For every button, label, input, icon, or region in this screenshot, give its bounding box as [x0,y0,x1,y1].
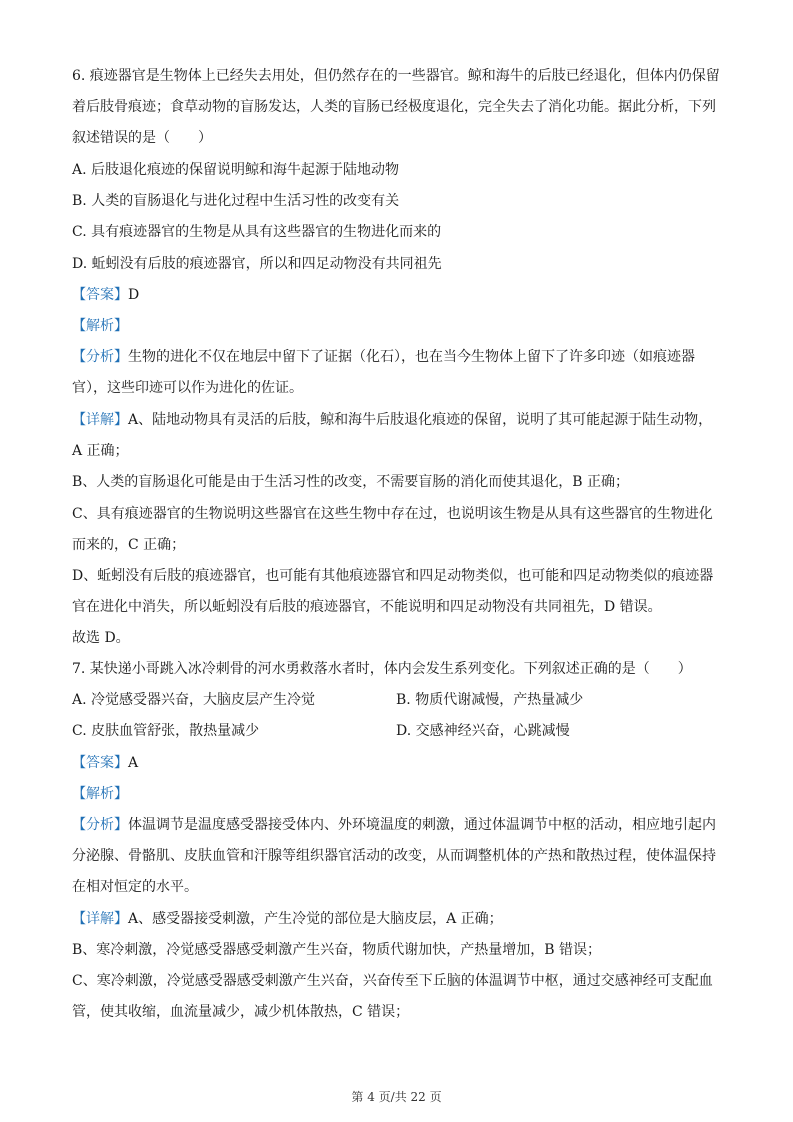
q6-stem-line-3: 叙述错误的是（ ） [72,130,212,146]
q7-option-d: D. 交感神经兴奋，心跳减慢 [396,723,570,739]
q7-fenxi-line-1 [72,815,716,835]
q6-xiangjie-line-5: 而来的，C 正确； [72,537,186,553]
xiangjie-text: A、感受器接受刺激，产生冷觉的部位是大脑皮层，A 正确； [128,911,503,927]
fenxi-text: 体温调节是温度感受器接受体内、外环境温度的刺激，通过体温调节中枢的活动，相应地引起内 [128,817,716,833]
q7-option-row-1 [72,690,315,710]
q7-xiangjie-line-2: B、寒冷刺激，冷觉感受器感受刺激产生兴奋，物质代谢加快，产热量增加，B 错误； [72,942,602,958]
analysis-tag: 【解析】 [72,786,128,802]
q6-option-d: D. 蚯蚓没有后肢的痕迹器官，所以和四足动物没有共同祖先 [72,256,442,272]
q7-xiangjie-line-4: 管，使其收缩，血流量减少，减少机体散热，C 错误； [72,1004,410,1020]
q6-xiangjie-line-4: C、具有痕迹器官的生物说明这些器官在这些生物中存在过，也说明该生物是从具有这些器官的生物进化 [72,506,713,522]
q7-option-a: A. 冷觉感受器兴奋，大脑皮层产生冷觉 [72,692,316,708]
q6-xiangjie-line-2: A 正确； [72,443,129,459]
q7-fenxi-line-2: 分泌腺、骨骼肌、皮肤血管和汗腺等组织器官活动的改变，从而调整机体的产热和散热过程，使体温保持 [72,848,716,864]
q7-xiangjie-line-1 [72,909,503,929]
answer-value: A [128,755,139,771]
q7-stem: 7. 某快递小哥跳入冰冷刺骨的河水勇救落水者时，体内会发生系列变化。下列叙述正确的是（ ） [72,661,692,677]
q7-option-row-2 [72,721,259,741]
q6-xiangjie-line-7: 官在进化中消失，所以蚯蚓没有后肢的痕迹器官，不能说明和四足动物没有共同祖先，D 错误。 [72,599,662,615]
xiangjie-tag: 【详解】 [72,911,128,927]
q6-stem-line-2: 着后肢骨痕迹；食草动物的盲肠发达，人类的盲肠已经极度退化，完全失去了消化功能。据此分析，下列 [72,99,716,115]
q6-stem-line-1: 6. 痕迹器官是生物体上已经失去用处，但仍然存在的一些器官。鲸和海牛的后肢已经退化，但体内仍保留 [72,68,720,84]
q7-option-c: C. 皮肤血管舒张，散热量减少 [72,723,260,739]
q6-analysis-heading [72,316,128,336]
q6-xiangjie-line-3: B、人类的盲肠退化可能是由于生活习性的改变，不需要盲肠的消化而使其退化，B 正确； [72,474,630,490]
page-footer: 第 4 页/共 22 页 [351,1090,442,1104]
q7-option-b: B. 物质代谢减慢，产热量减少 [396,692,584,708]
fenxi-tag: 【分析】 [72,817,128,833]
xiangjie-tag: 【详解】 [72,412,128,428]
q6-fenxi-line-1 [72,347,695,367]
q6-fenxi-line-2: 官），这些印迹可以作为进化的佐证。 [72,380,303,396]
q6-xiangjie-line-1 [72,410,712,430]
q7-xiangjie-line-3: C、寒冷刺激，冷觉感受器感受刺激产生兴奋，兴奋传至下丘脑的体温调节中枢，通过交感神经可支配血 [72,973,713,989]
fenxi-text: 生物的进化不仅在地层中留下了证据（化石），也在当今生物体上留下了许多印迹（如痕迹器 [128,349,695,365]
answer-value: D [128,287,140,303]
q6-option-b: B. 人类的盲肠退化与进化过程中生活习性的改变有关 [72,193,400,209]
answer-tag: 【答案】 [72,287,128,303]
xiangjie-text: A、陆地动物具有灵活的后肢，鲸和海牛后肢退化痕迹的保留，说明了其可能起源于陆生动物， [128,412,713,428]
q6-xiangjie-line-6: D、蚯蚓没有后肢的痕迹器官，也可能有其他痕迹器官和四足动物类似，也可能和四足动物类似的痕迹器 [72,568,714,584]
q7-analysis-heading [72,784,128,804]
q7-answer [72,753,138,773]
q6-option-c: C. 具有痕迹器官的生物是从具有这些器官的生物进化而来的 [72,224,442,240]
q6-option-a: A. 后肢退化痕迹的保留说明鲸和海牛起源于陆地动物 [72,162,400,178]
q6-xiangjie-line-8: 故选 D。 [72,630,130,646]
answer-tag: 【答案】 [72,755,128,771]
q7-fenxi-line-3: 在相对恒定的水平。 [72,879,198,895]
q6-answer [72,285,139,305]
fenxi-tag: 【分析】 [72,349,128,365]
analysis-tag: 【解析】 [72,318,128,334]
